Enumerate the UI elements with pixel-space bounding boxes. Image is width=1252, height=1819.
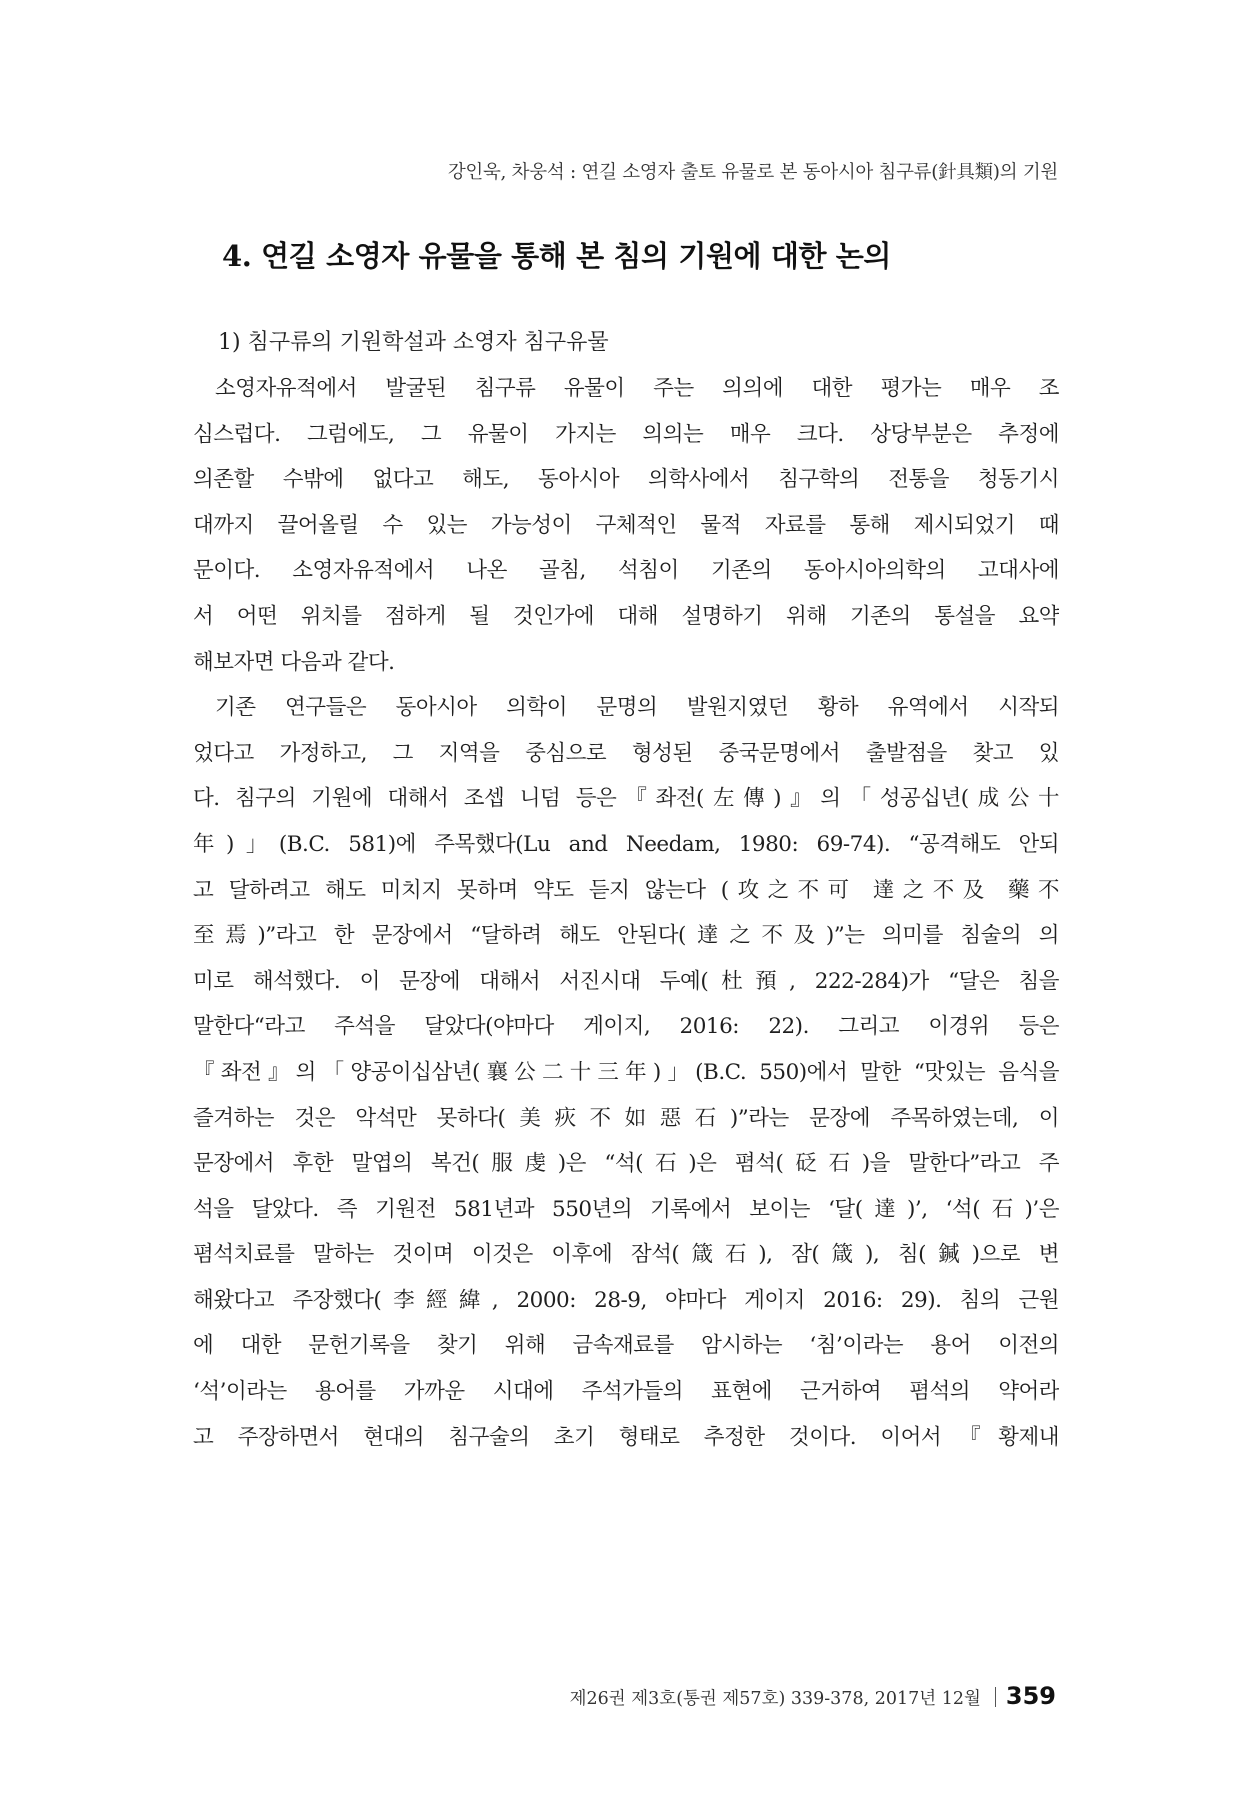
body-line: 『좌전』의「양공이십삼년(襄公二十三年)」(B.C. 550)에서 말한 “맛있는 음식을 <box>193 1059 1059 1085</box>
footer-separator <box>995 1687 996 1707</box>
body-line: 고 달하려고 해도 미치지 못하며 약도 듣지 않는다 (攻之不可 達之不及 藥不 <box>193 877 1059 903</box>
page-footer <box>570 1682 1056 1710</box>
body-line: 다. 침구의 기원에 대해서 조셉 니덤 등은『좌전(左傳)』의「성공십년(成公十 <box>193 786 1059 812</box>
body-line: 해왔다고 주장했다(李經緯, 2000: 28-9, 야마다 게이지 2016: 29). 침의 근원 <box>193 1287 1059 1313</box>
body-line: 에 대한 문헌기록을 찾기 위해 금속재료를 암시하는 ‘침’이라는 용어 이전의 <box>193 1333 1059 1359</box>
body-line: 의존할 수밖에 없다고 해도, 동아시아 의학사에서 침구학의 전통을 청동기시 <box>193 467 1059 493</box>
body-line: 말한다“라고 주석을 달았다(야마다 게이지, 2016: 22). 그리고 이경위 등은 <box>193 1014 1059 1040</box>
running-header: 강인욱, 차웅석 : 연길 소영자 출토 유물로 본 동아시아 침구류(針具類)의 기원 <box>447 162 1058 183</box>
body-text <box>193 366 1059 1460</box>
body-line: 고 주장하면서 현대의 침구술의 초기 형태로 추정한 것이다. 이어서『황제내 <box>193 1424 1059 1450</box>
body-line: 서 어떤 위치를 점하게 될 것인가에 대해 설명하기 위해 기존의 통설을 요약 <box>193 603 1059 629</box>
body-line: 문이다. 소영자유적에서 나온 골침, 석침이 기존의 동아시아의학의 고대사에 <box>193 558 1059 584</box>
body-line: 었다고 가정하고, 그 지역을 중심으로 형성된 중국문명에서 출발점을 찾고 있 <box>193 740 1059 766</box>
body-line: 문장에서 후한 말엽의 복건(服虔)은 “석(石)은 폄석(砭石)을 말한다”라고 주 <box>193 1151 1059 1177</box>
subsection-title: 1) 침구류의 기원학설과 소영자 침구유물 <box>218 330 609 355</box>
body-line: 소영자유적에서 발굴된 침구류 유물이 주는 의의에 대한 평가는 매우 조 <box>215 376 1059 401</box>
body-line: 즐겨하는 것은 악석만 못하다(美疢不如惡石)”라는 문장에 주목하였는데, 이 <box>193 1105 1059 1131</box>
body-line: 대까지 끌어올릴 수 있는 가능성이 구체적인 물적 자료를 통해 제시되었기 때 <box>193 512 1059 538</box>
journal-citation: 제26권 제3호(통권 제57호) 339-378, 2017년 12월 <box>569 1689 981 1709</box>
body-line: ‘석’이라는 용어를 가까운 시대에 주석가들의 표현에 근거하여 폄석의 약어라 <box>193 1379 1059 1405</box>
page-number: 359 <box>1005 1682 1056 1710</box>
body-line: 미로 해석했다. 이 문장에 대해서 서진시대 두예(杜預, 222-284)가 “달은 침을 <box>193 968 1059 994</box>
body-line: 年)」(B.C. 581)에 주목했다(Lu and Needam, 1980: 69-74). “공격해도 안되 <box>193 831 1059 857</box>
body-line: 심스럽다. 그럼에도, 그 유물이 가지는 의의는 매우 크다. 상당부분은 추정에 <box>193 421 1059 447</box>
body-line: 기존 연구들은 동아시아 의학이 문명의 발원지였던 황하 유역에서 시작되 <box>215 695 1059 721</box>
body-line: 해보자면 다음과 같다. <box>193 649 395 675</box>
body-line: 폄석치료를 말하는 것이며 이것은 이후에 잠석(箴石), 잠(箴), 침(鍼)으로 변 <box>193 1242 1059 1268</box>
body-line: 至焉)”라고 한 문장에서 “달하려 해도 안된다(達之不及)”는 의미를 침술의 의 <box>193 923 1059 949</box>
section-title: 4. 연길 소영자 유물을 통해 본 침의 기원에 대한 논의 <box>222 239 892 273</box>
body-line: 석을 달았다. 즉 기원전 581년과 550년의 기록에서 보이는 ‘달(達)’, ‘석(石)’은 <box>193 1196 1059 1222</box>
